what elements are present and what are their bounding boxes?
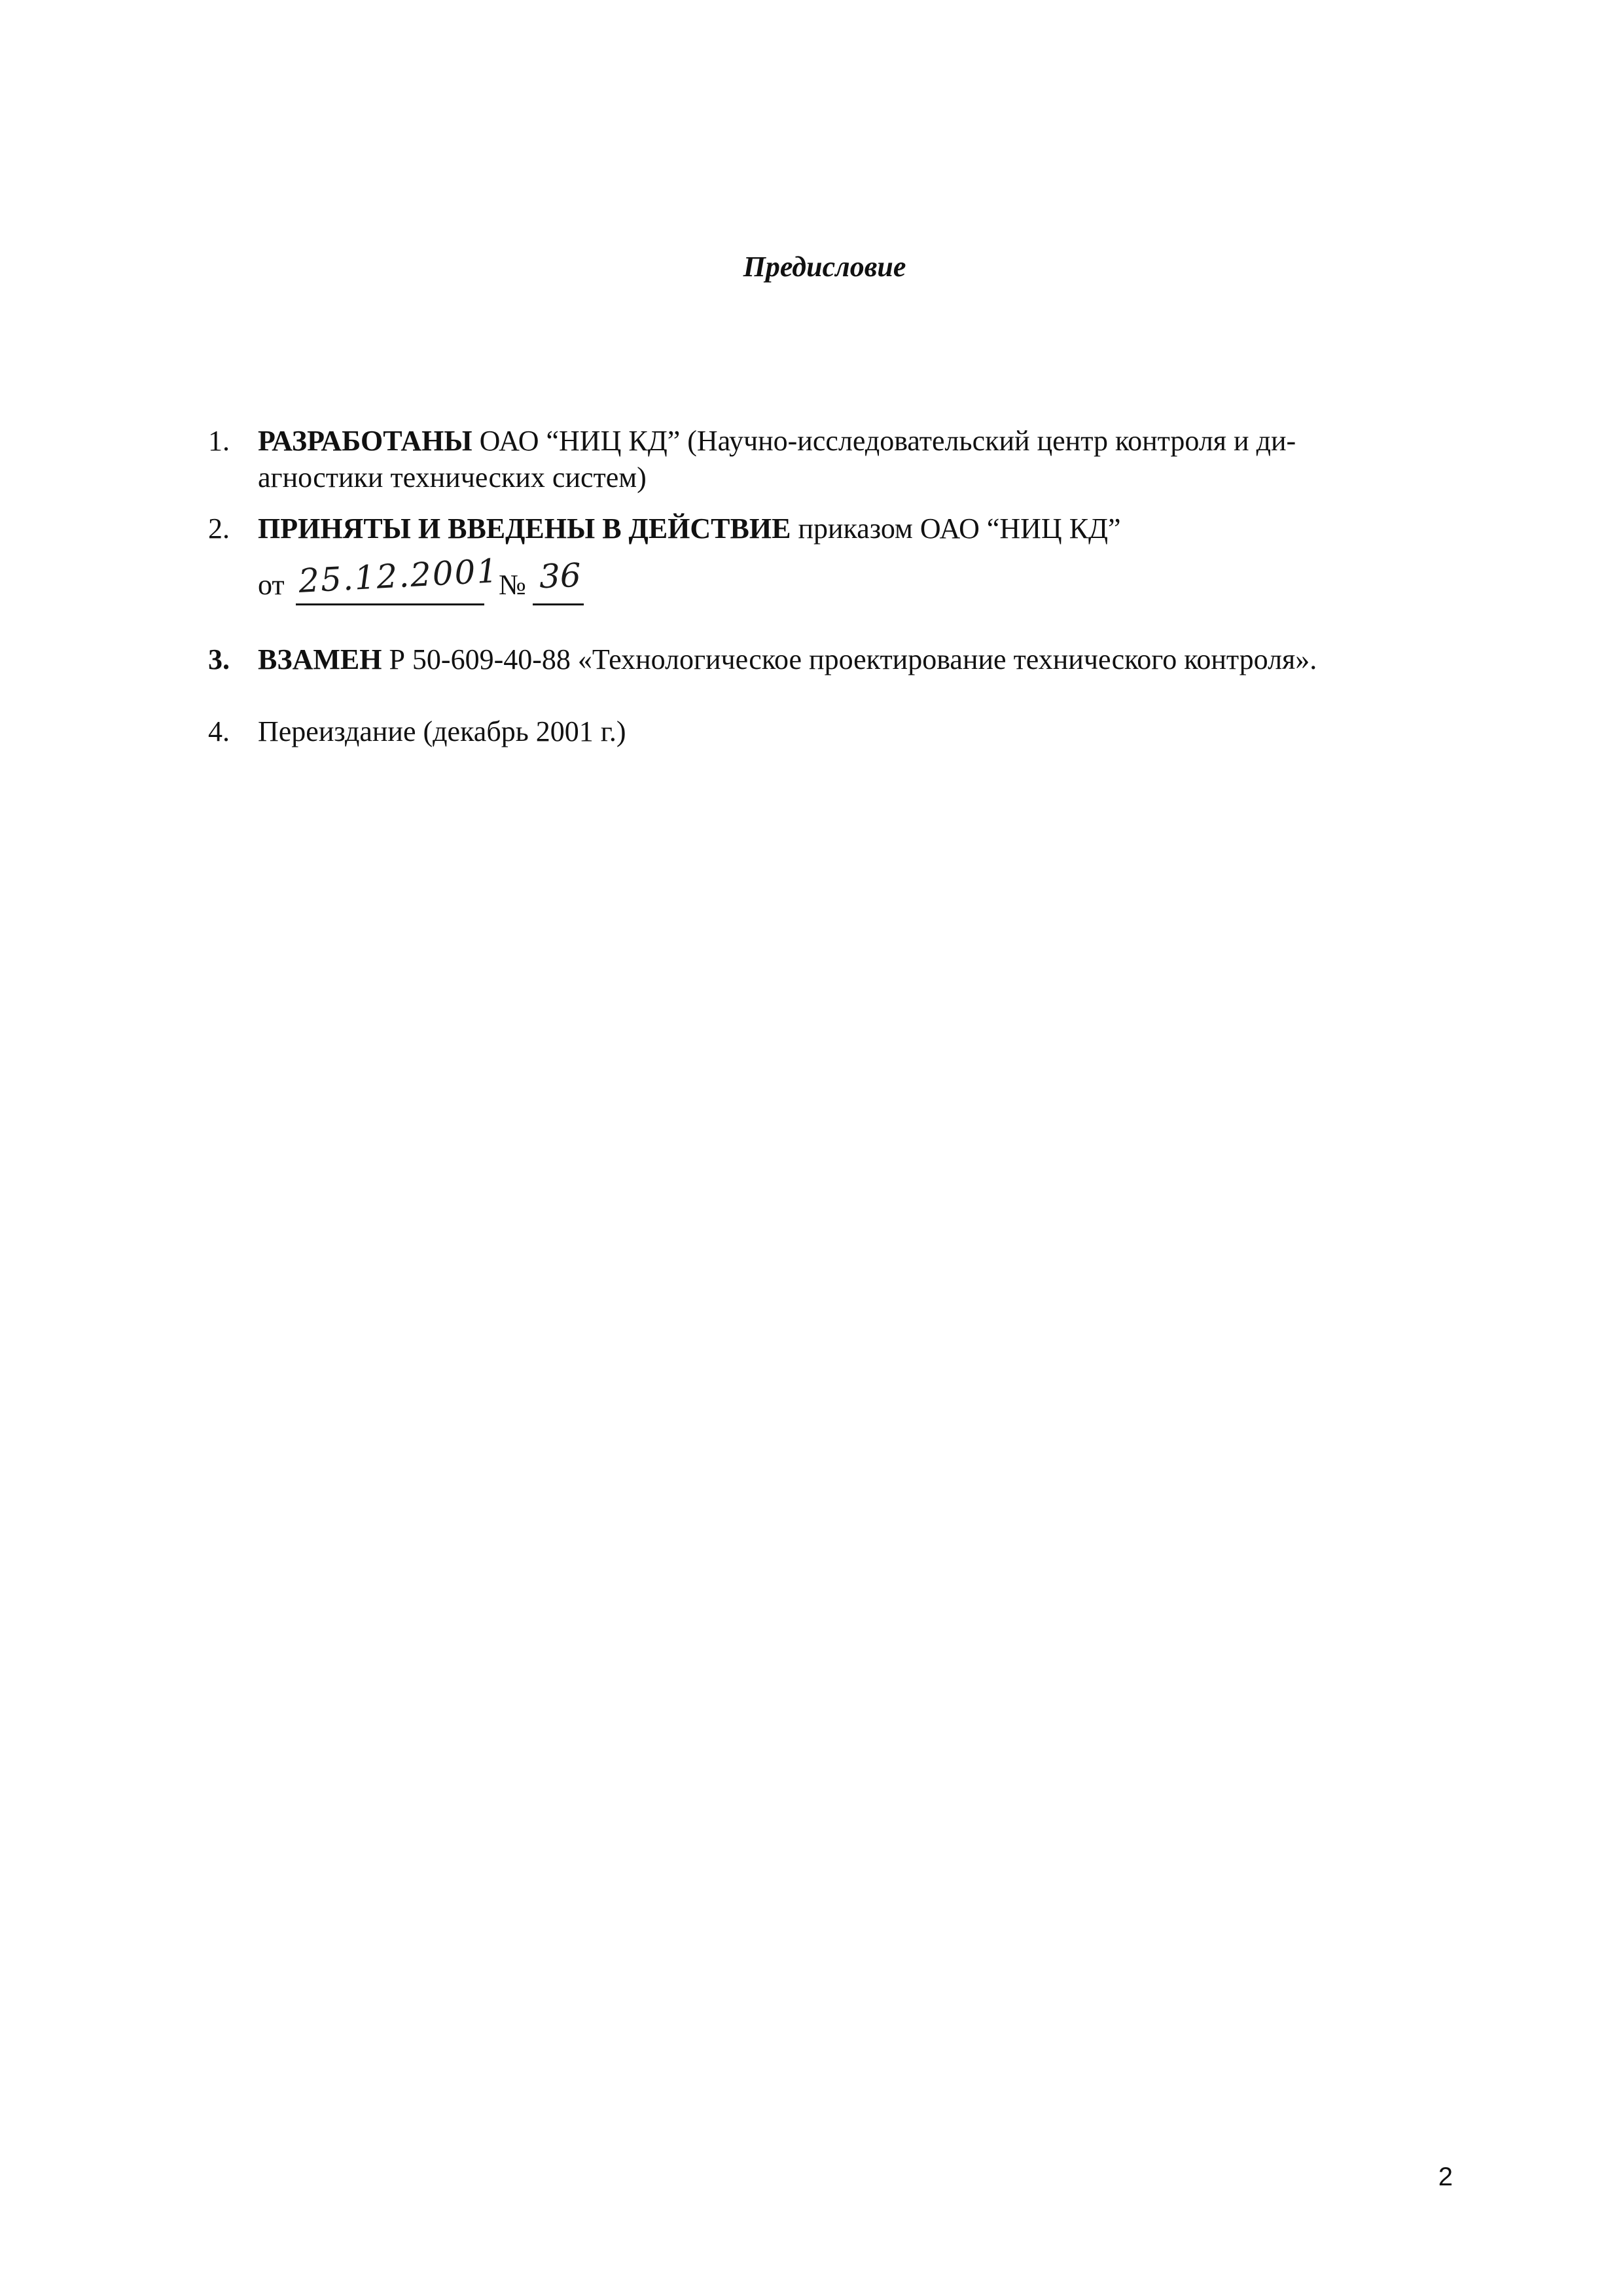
item-text: ОАО “НИЦ КД” (Научно-исследовательский центр контроля и ди- (472, 425, 1296, 457)
item-keyword: ВЗАМЕН (258, 643, 382, 675)
item-body (258, 511, 1452, 547)
page-title: Предисловие (743, 251, 906, 283)
item-number: 1. (208, 425, 230, 457)
list-item-replaces (208, 641, 1452, 678)
item-text: приказом ОАО “НИЦ КД” (791, 512, 1121, 545)
item-keyword: РАЗРАБОТАНЫ (258, 425, 473, 457)
item-body (258, 713, 1452, 750)
order-date-line (258, 552, 624, 613)
item-text: Переиздание (декабрь 2001 г.) (258, 715, 626, 747)
item-text: Р 50-609-40-88 «Технологическое проектирование технического контроля». (382, 643, 1317, 675)
number-sign: № (499, 569, 526, 601)
list-item-reissue (208, 713, 1452, 750)
item-body (258, 641, 1452, 678)
item-number: 4. (208, 715, 230, 747)
list-item-developed (208, 423, 1452, 496)
item-keyword: ПРИНЯТЫ И ВВЕДЕНЫ В ДЕЙСТВИЕ (258, 512, 791, 545)
item-text-continued: агностики технических систем) (258, 461, 647, 493)
item-number: 2. (208, 512, 230, 545)
item-number: 3. (208, 643, 230, 675)
date-prefix: от (258, 569, 285, 601)
handwritten-order-number: 36 (539, 556, 582, 596)
order-number-field (533, 556, 584, 605)
list-item-adopted (208, 511, 1452, 547)
date-field (296, 552, 500, 605)
item-body (258, 423, 1452, 496)
page-number: 2 (1438, 2162, 1453, 2191)
handwritten-date: 25.12.2001 (297, 552, 500, 600)
